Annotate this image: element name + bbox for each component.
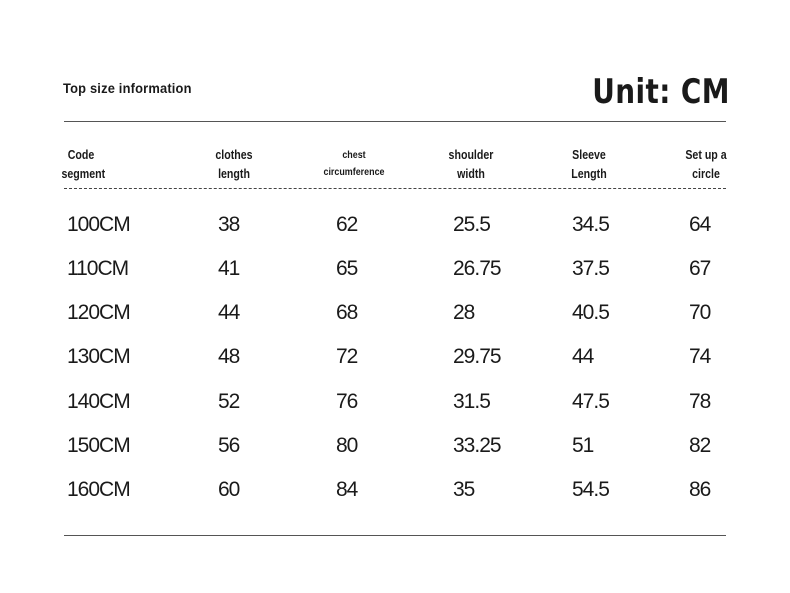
table-cell-circle: 82 bbox=[689, 434, 711, 457]
column-header-sleeve-length: Sleeve Length bbox=[571, 148, 607, 181]
table-cell-sleeve-length: 44 bbox=[572, 345, 594, 368]
table-cell-shoulder-width: 29.75 bbox=[453, 345, 501, 368]
table-cell-shoulder-width: 33.25 bbox=[453, 434, 501, 457]
table-cell-code: 120CM bbox=[67, 301, 130, 324]
table-cell-sleeve-length: 34.5 bbox=[572, 213, 609, 236]
table-cell-chest-circumference: 76 bbox=[336, 390, 358, 413]
table-cell-clothes-length: 60 bbox=[218, 478, 240, 501]
table-cell-code: 100CM bbox=[67, 213, 130, 236]
column-header-set-up-a-circle: Set up a circle bbox=[685, 148, 727, 181]
table-row bbox=[0, 257, 790, 301]
table-cell-code: 160CM bbox=[67, 478, 130, 501]
table-cell-chest-circumference: 84 bbox=[336, 478, 358, 501]
header-dashed-divider bbox=[64, 188, 726, 189]
table-cell-circle: 67 bbox=[689, 257, 711, 280]
table-cell-circle: 70 bbox=[689, 301, 711, 324]
top-divider bbox=[64, 121, 726, 122]
table-row bbox=[0, 478, 790, 522]
table-cell-sleeve-length: 47.5 bbox=[572, 390, 609, 413]
table-cell-clothes-length: 56 bbox=[218, 434, 240, 457]
table-cell-sleeve-length: 37.5 bbox=[572, 257, 609, 280]
table-cell-clothes-length: 44 bbox=[218, 301, 240, 324]
unit-label: Unit: CM bbox=[592, 72, 730, 112]
table-cell-code: 130CM bbox=[67, 345, 130, 368]
table-row bbox=[0, 301, 790, 345]
column-header-chest-circumference: chest circumference bbox=[323, 149, 385, 178]
table-cell-circle: 64 bbox=[689, 213, 711, 236]
table-cell-shoulder-width: 26.75 bbox=[453, 257, 501, 280]
column-header-clothes-length: clothes length bbox=[215, 148, 253, 181]
table-cell-chest-circumference: 65 bbox=[336, 257, 358, 280]
column-header-shoulder-width: shoulder width bbox=[448, 148, 494, 181]
table-cell-code: 110CM bbox=[67, 257, 129, 280]
table-cell-shoulder-width: 28 bbox=[453, 301, 475, 324]
table-cell-sleeve-length: 51 bbox=[572, 434, 594, 457]
table-cell-clothes-length: 48 bbox=[218, 345, 240, 368]
table-row bbox=[0, 390, 790, 434]
table-cell-code: 150CM bbox=[67, 434, 130, 457]
table-cell-clothes-length: 41 bbox=[218, 257, 240, 280]
table-row bbox=[0, 213, 790, 257]
table-cell-sleeve-length: 54.5 bbox=[572, 478, 609, 501]
table-row bbox=[0, 434, 790, 478]
table-cell-circle: 74 bbox=[689, 345, 711, 368]
table-cell-shoulder-width: 25.5 bbox=[453, 213, 490, 236]
table-cell-chest-circumference: 68 bbox=[336, 301, 358, 324]
table-cell-chest-circumference: 72 bbox=[336, 345, 358, 368]
table-cell-chest-circumference: 62 bbox=[336, 213, 358, 236]
table-cell-code: 140CM bbox=[67, 390, 130, 413]
column-header-code-segment: Code segment bbox=[61, 148, 106, 181]
table-cell-shoulder-width: 35 bbox=[453, 478, 475, 501]
table-cell-circle: 86 bbox=[689, 478, 711, 501]
page-title: Top size information bbox=[63, 80, 192, 96]
table-cell-circle: 78 bbox=[689, 390, 711, 413]
bottom-divider bbox=[64, 535, 726, 536]
table-cell-sleeve-length: 40.5 bbox=[572, 301, 609, 324]
table-cell-chest-circumference: 80 bbox=[336, 434, 358, 457]
table-cell-shoulder-width: 31.5 bbox=[453, 390, 490, 413]
table-row bbox=[0, 345, 790, 389]
table-cell-clothes-length: 38 bbox=[218, 213, 240, 236]
table-cell-clothes-length: 52 bbox=[218, 390, 240, 413]
